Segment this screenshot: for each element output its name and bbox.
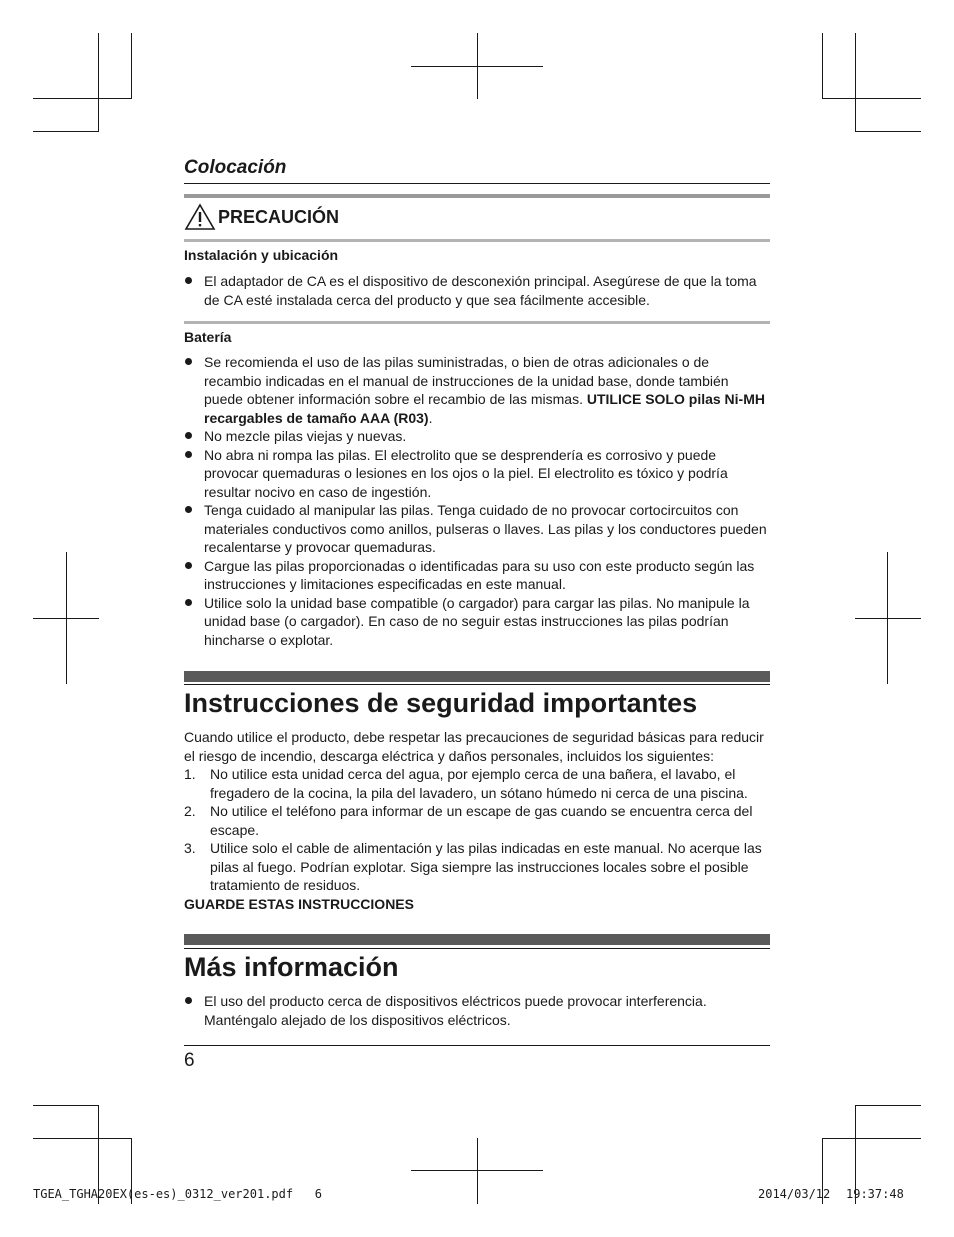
bottom-rule — [184, 1045, 770, 1046]
more-list — [184, 992, 770, 1029]
installation-list — [184, 272, 770, 309]
caution-divider — [184, 239, 770, 242]
numbered-item — [184, 802, 770, 839]
battery-item-bold: UTILICE SOLO pilas Ni-MH recargables de tamaño AAA (R03) — [204, 391, 765, 426]
item-number: 1. — [184, 766, 196, 782]
safety-top-line — [184, 684, 770, 685]
battery-heading: Batería — [184, 329, 232, 345]
battery-item-end: . — [428, 409, 433, 426]
warning-triangle-icon — [184, 203, 216, 231]
numbered-item — [184, 765, 770, 802]
caution-top-bar — [184, 194, 770, 198]
section-header: Colocación — [184, 157, 287, 178]
installation-heading: Instalación y ubicación — [184, 247, 339, 263]
item-text: No utilice esta unidad cerca del agua, por ejemplo cerca de una bañera, el lavabo, el fregadero de la cocina, la pila del lavadero, un sótano húmedo ni cerca de una piscina. — [210, 766, 748, 801]
safety-top-bar — [184, 671, 770, 682]
item-text: Utilice solo el cable de alimentación y las pilas indicadas en este manual. No acerque las pilas al fuego. Podrían explotar. Siga siempre las instrucciones locales sobre el posible tratamiento de residuos. — [210, 840, 762, 893]
list-item — [184, 353, 770, 427]
item-text: No utilice el teléfono para informar de un escape de gas cuando se encuentra cerca del escape. — [210, 803, 753, 838]
page-number: 6 — [184, 1050, 195, 1071]
caution-title — [184, 203, 339, 231]
safety-intro: Cuando utilice el producto, debe respetar las precauciones de seguridad básicas para reducir el riesgo de incendio, descarga eléctrica y daños personales, incluidos los siguientes: — [184, 729, 764, 764]
more-top-bar — [184, 934, 770, 945]
list-item: Tenga cuidado al manipular las pilas. Tenga cuidado de no provocar cortocircuitos con materiales conductivos como anillos, pulseras o llaves. Las pilas y los conductores pueden recalentarse y provocar quemaduras. — [184, 501, 770, 557]
caution-label: PRECAUCIÓN — [218, 206, 340, 227]
battery-list — [184, 353, 770, 649]
battery-divider — [184, 321, 770, 324]
more-title: Más información — [184, 952, 399, 982]
list-item: Cargue las pilas proporcionadas o identificadas para su uso con este producto según las instrucciones y limitaciones especificadas en este manual. — [184, 557, 770, 594]
list-item: No abra ni rompa las pilas. El electrolito que se desprendería es corrosivo y puede provocar quemaduras o lesiones en los ojos o la piel. El electrolito es tóxico y podría resultar nocivo en caso de ingestión. — [184, 446, 770, 502]
footer-date: 2014/03/12 — [758, 1187, 831, 1201]
safety-list — [184, 765, 770, 913]
list-item: No mezcle pilas viejas y nuevas. — [184, 427, 770, 446]
battery-item-text: Se recomienda el uso de las pilas suministradas, o bien de otras adicionales o de recambio indicadas en el manual de instrucciones de la unidad base, donde también puede obtener información sobre el recambio de las mismas. — [204, 354, 729, 407]
header-rule — [184, 183, 770, 184]
list-item: El uso del producto cerca de dispositivos eléctricos puede provocar interferencia. Manténgalo alejado de los dispositivos eléctricos. — [184, 992, 770, 1029]
footer-time: 19:37:48 — [846, 1187, 904, 1201]
footer-file: TGEA_TGHA20EX(es-es)_0312_ver201.pdf 6 — [33, 1187, 322, 1201]
item-number: 2. — [184, 803, 196, 819]
list-item: El adaptador de CA es el dispositivo de desconexión principal. Asegúrese de que la toma de CA esté instalada cerca del producto y que sea fácilmente accesible. — [184, 272, 770, 309]
more-top-line — [184, 948, 770, 949]
save-instructions: GUARDE ESTAS INSTRUCCIONES — [184, 895, 414, 912]
numbered-item — [184, 839, 770, 895]
safety-title: Instrucciones de seguridad importantes — [184, 688, 698, 718]
item-number: 3. — [184, 840, 196, 856]
list-item: Utilice solo la unidad base compatible (o cargador) para cargar las pilas. No manipule la unidad base (o cargador). En caso de no seguir estas instrucciones las pilas podrían hincharse o explotar. — [184, 594, 770, 650]
